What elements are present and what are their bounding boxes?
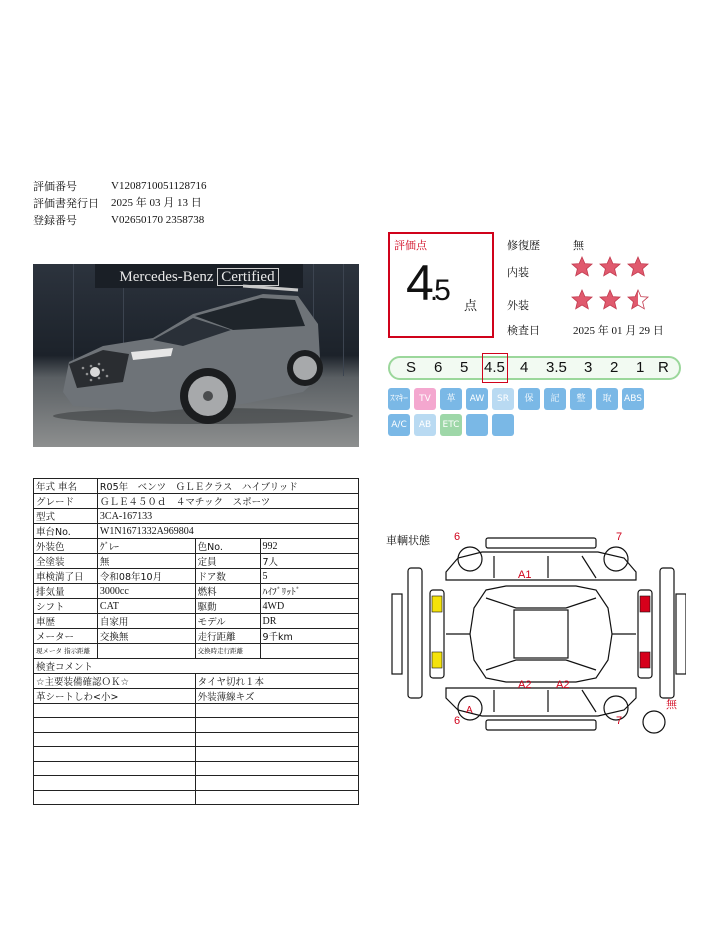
drive-label: 駆動 [195,599,260,614]
comment-row [34,790,359,805]
scale-item: 4.5 [484,359,505,376]
scale-item: 1 [636,359,645,376]
repaint-label: 全塗装 [34,554,98,569]
comment-cell: タイヤ切れ１本 [195,673,358,688]
alloy-wheel-icon: AW [466,388,488,410]
type-value: 3CA-167133 [97,509,358,524]
swap-note-label: 交換時走行距離 [195,644,260,659]
registration-number-label: 登録番号 [33,214,77,227]
inspection-expiry-value: 令和08年10月 [97,569,195,584]
repaint-value: 無 [97,554,195,569]
appraisal-header [33,178,207,229]
remote-key-icon [492,414,514,436]
scale-item: 3.5 [546,359,567,376]
fuel-label: 燃料 [195,584,260,599]
vehicle-condition-title: 車輌状態 [386,534,430,547]
type-label: 型式 [34,509,98,524]
color-label: 外装色 [34,539,98,554]
history-label: 車歴 [34,614,98,629]
rating-star-icon [599,256,621,278]
color-no-label: 色No. [195,539,260,554]
scale-item: 2 [610,359,619,376]
comment-row [34,776,359,791]
mark-door-right: A2 [556,679,570,691]
history-value: 自家用 [97,614,195,629]
mileage-value: 9千km [260,629,359,644]
mark-rear-right: 7 [616,715,623,727]
inspection-date-label: 検査日 [507,324,540,337]
vin-value: W1N1671332A969804 [97,524,358,539]
comment-row [34,732,359,747]
evaluation-score-box [388,232,494,338]
capacity-value: 7人 [260,554,359,569]
meter-value: 交換無 [97,629,195,644]
grade-label: グレード [34,494,98,509]
interior-label: 内装 [507,266,529,279]
shift-value: CAT [97,599,195,614]
year-label: 年式 車名 [34,479,98,494]
comment-cell [195,761,358,776]
mark-spare-none: 無 [666,698,677,711]
meter-label: メーター [34,629,98,644]
comment-row [34,688,359,703]
lamp-rear-right-lower [640,652,650,668]
comment-cell [34,790,196,805]
comment-cell [34,761,196,776]
score-unit: 点 [464,299,478,314]
interior-stars [571,256,655,278]
mileage-label: 走行距離 [195,629,260,644]
rating-star-icon [627,289,649,311]
mark-roof: A1 [518,569,532,581]
color-value: ｸﾞﾚｰ [97,539,195,554]
repair-history-value: 無 [573,239,584,252]
comment-cell [195,790,358,805]
vehicle-spec-table [33,478,359,805]
inspection-expiry-label: 車検満了日 [34,569,98,584]
doors-label: ドア数 [195,569,260,584]
rating-star-icon [571,289,593,311]
banner-brand: Mercedes-Benz [119,269,214,285]
doors-value: 5 [260,569,359,584]
model-value: DR [260,614,359,629]
tv-icon: TV [414,388,436,410]
comment-row [34,747,359,762]
comment-label: 検査コメント [34,658,359,673]
etc-icon: ETC [440,414,462,436]
abs-icon: ABS [622,388,644,410]
scale-selected-marker [482,353,508,383]
mark-front-right: 7 [616,531,623,543]
comment-cell [195,776,358,791]
scale-item: 4 [520,359,529,376]
manual-icon: 整 [570,388,592,410]
lamp-rear-right-upper [640,596,650,612]
banner-certified: Certified [217,268,278,286]
drive-value: 4WD [260,599,359,614]
shift-label: シフト [34,599,98,614]
record-book-icon: 記 [544,388,566,410]
appraisal-number-label: 評価番号 [33,180,77,193]
comment-row [34,703,359,718]
comment-cell: 革シートしわ<小> [34,688,196,703]
warranty-icon: 保 [518,388,540,410]
comment-cell [34,776,196,791]
comment-rows [34,673,359,805]
appraisal-number-value: V1208710051128716 [111,180,207,192]
exterior-stars [571,289,655,311]
score-int: 4 [406,255,430,311]
mark-door-left: A2 [518,679,532,691]
scale-item: 3 [584,359,593,376]
lamp-front-left-lower [432,652,442,668]
scale-item: R [658,359,669,376]
rating-star-icon [571,256,593,278]
model-label: モデル [195,614,260,629]
grade-value: ＧＬＥ４５０ｄ ４マチック スポーツ [97,494,358,509]
scale-item: S [406,359,417,376]
comment-cell [34,718,196,733]
comment-cell [195,718,358,733]
displacement-value: 3000cc [97,584,195,599]
exterior-label: 外装 [507,299,529,312]
comment-cell [195,732,358,747]
car-silhouette [33,264,359,447]
score-decimal: .5 [429,274,447,307]
comment-cell [34,703,196,718]
repair-history-label: 修復歴 [507,239,540,252]
scale-item: 5 [460,359,469,376]
issue-date-label: 評価書発行日 [33,197,99,210]
leather-seat-icon: 革 [440,388,462,410]
vin-label: 車台No. [34,524,98,539]
year-value: R05年 ベンツ ＧＬＥクラス ハイブリッド [97,479,358,494]
mark-rear-left: 6 [454,715,461,727]
color-no-value: 992 [260,539,359,554]
displacement-label: 排気量 [34,584,98,599]
airbag-icon: AB [414,414,436,436]
rating-star-icon [599,289,621,311]
ac-icon: A/C [388,414,410,436]
sunroof-icon: SR [492,388,514,410]
vehicle-condition-diagram [386,528,686,740]
score-label: 評価点 [394,239,427,252]
lamp-front-left-upper [432,596,442,612]
capacity-label: 定員 [195,554,260,569]
fuel-value: ﾊｲﾌﾞﾘｯﾄﾞ [260,584,359,599]
comment-cell [195,747,358,762]
grade-scale [388,356,681,380]
smart-key-icon: ｽﾏｷｰ [388,388,410,410]
inspection-date-value: 2025 年 01 月 29 日 [573,325,664,337]
comment-cell [195,703,358,718]
comment-row [34,761,359,776]
registration-number-value: V02650170 2358738 [111,214,205,226]
comment-cell [34,747,196,762]
scale-item: 6 [434,359,443,376]
rating-star-icon [627,256,649,278]
comment-cell: 外装薄線キズ [195,688,358,703]
issue-date-value: 2025 年 03 月 13 日 [111,197,202,209]
meter-note-label: 現メータ 指示距離 [34,644,98,659]
mark-bumper: A [466,705,473,716]
vehicle-photo [33,264,359,447]
comment-row [34,673,359,688]
instruction-icon: 取 [596,388,618,410]
mark-front-left: 6 [454,531,461,543]
score-value [406,254,447,312]
comment-cell: ☆主要装備確認ＯＫ☆ [34,673,196,688]
comment-row [34,718,359,733]
document-icon [466,414,488,436]
comment-cell [34,732,196,747]
